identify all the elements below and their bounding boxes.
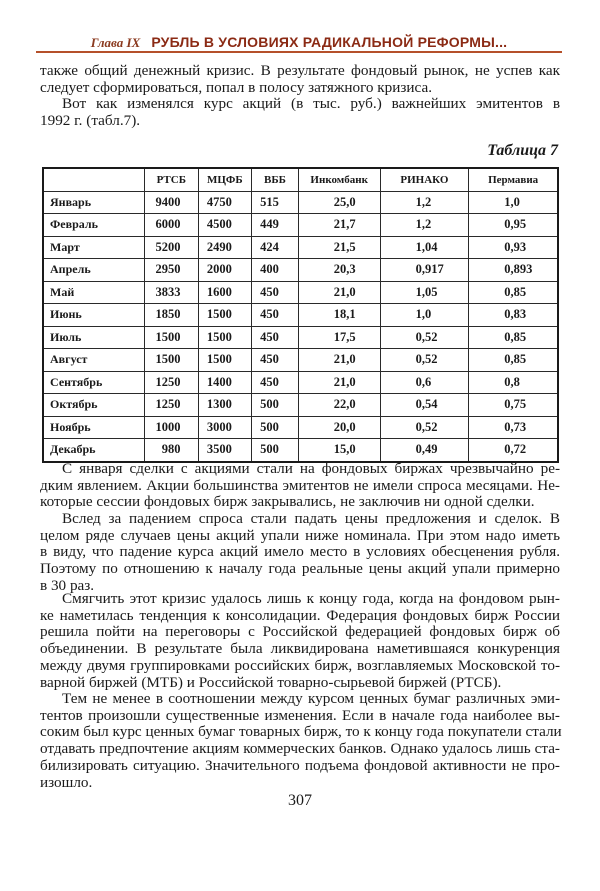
header-rule <box>36 51 562 53</box>
value-cell: 22,0 <box>298 394 380 417</box>
value-cell: 0,93 <box>469 236 558 259</box>
text-line: Вот как изменялся курс акций (в тыс. руб.) важнейших эмитентов в <box>62 95 560 113</box>
value-cell: 3000 <box>198 416 252 439</box>
table-header-row <box>43 168 558 191</box>
paragraph-2 <box>40 511 560 595</box>
text-line: также общий денежный кризис. В результате фондовый рынок, не успев как <box>40 62 560 79</box>
value-cell: 450 <box>252 371 299 394</box>
value-cell: 0,75 <box>469 394 558 417</box>
value-cell: 0,49 <box>380 439 469 462</box>
table-row <box>43 394 558 417</box>
chapter-label: Глава IX <box>90 35 141 50</box>
value-cell: 450 <box>252 281 299 304</box>
table-row <box>43 326 558 349</box>
month-cell: Декабрь <box>43 439 145 462</box>
table-row <box>43 259 558 282</box>
table-row <box>43 191 558 214</box>
value-cell: 0,95 <box>469 214 558 237</box>
table-row <box>43 214 558 237</box>
column-header: РТСБ <box>145 168 199 191</box>
value-cell: 21,7 <box>298 214 380 237</box>
text-line: билизировать ситуацию. Значительного подъема фондовой активности не про- <box>40 756 560 774</box>
table-caption: Таблица 7 <box>487 142 558 159</box>
text-line: Вслед за падением спроса стали падать цены предложения и сделок. В <box>62 510 560 527</box>
table-row <box>43 304 558 327</box>
value-cell: 18,1 <box>298 304 380 327</box>
value-cell: 0,83 <box>469 304 558 327</box>
running-header <box>36 32 562 52</box>
value-cell: 500 <box>252 394 299 417</box>
value-cell: 21,0 <box>298 281 380 304</box>
month-cell: Январь <box>43 191 145 214</box>
value-cell: 3833 <box>145 281 199 304</box>
value-cell: 0,54 <box>380 394 469 417</box>
text-line: варной биржей (МТБ) и Российской товарно-сырьевой биржей (РТСБ). <box>40 673 502 691</box>
value-cell: 0,52 <box>380 416 469 439</box>
value-cell: 1250 <box>145 394 199 417</box>
value-cell: 20,0 <box>298 416 380 439</box>
value-cell: 21,0 <box>298 371 380 394</box>
month-cell: Март <box>43 236 145 259</box>
value-cell: 1250 <box>145 371 199 394</box>
month-cell: Июнь <box>43 304 145 327</box>
value-cell: 0,85 <box>469 326 558 349</box>
value-cell: 21,5 <box>298 236 380 259</box>
value-cell: 1,04 <box>380 236 469 259</box>
value-cell: 1400 <box>198 371 252 394</box>
value-cell: 0,85 <box>469 281 558 304</box>
value-cell: 1500 <box>198 326 252 349</box>
value-cell: 20,3 <box>298 259 380 282</box>
value-cell: 21,0 <box>298 349 380 372</box>
page-number: 307 <box>288 792 312 809</box>
text-line: в 30 раз. <box>40 576 95 594</box>
column-header: РИНАКО <box>380 168 469 191</box>
paragraph-4 <box>40 691 560 791</box>
value-cell: 500 <box>252 439 299 462</box>
value-cell: 0,8 <box>469 371 558 394</box>
text-line: отдавать предпочтение акциям коммерческих банков. Однако удалось лишь ста- <box>40 740 560 758</box>
month-cell: Февраль <box>43 214 145 237</box>
value-cell: 4750 <box>198 191 252 214</box>
value-cell: 0,52 <box>380 326 469 349</box>
value-cell: 0,917 <box>380 259 469 282</box>
text-line: 1992 г. (табл.7). <box>40 112 141 130</box>
text-line: решила пойти на переговоры с Российской федерацией фондовых бирж об <box>40 623 560 641</box>
value-cell: 450 <box>252 326 299 349</box>
column-header <box>43 168 145 191</box>
column-header: ВББ <box>252 168 299 191</box>
value-cell: 449 <box>252 214 299 237</box>
column-header: Пермавиа <box>469 168 558 191</box>
table-row <box>43 349 558 372</box>
value-cell: 1000 <box>145 416 199 439</box>
value-cell: 1500 <box>145 326 199 349</box>
value-cell: 980 <box>145 439 199 462</box>
month-cell: Октябрь <box>43 394 145 417</box>
text-line: Смягчить этот кризис удалось лишь к концу года, когда на фондовом рын- <box>62 590 560 607</box>
month-cell: Сентябрь <box>43 371 145 394</box>
value-cell: 4500 <box>198 214 252 237</box>
text-line: дким явлением. Акции большинства эмитентов не имели спроса месяцами. Не- <box>40 476 560 494</box>
month-cell: Май <box>43 281 145 304</box>
text-line: в виду, что падение курса акций имело место в условиях обесценения рубля. <box>40 543 560 561</box>
month-cell: Апрель <box>43 259 145 282</box>
value-cell: 1,0 <box>380 304 469 327</box>
table-row <box>43 236 558 259</box>
value-cell: 0,6 <box>380 371 469 394</box>
value-cell: 2490 <box>198 236 252 259</box>
stock-price-table <box>42 167 559 463</box>
value-cell: 450 <box>252 304 299 327</box>
table-row <box>43 439 558 462</box>
value-cell: 424 <box>252 236 299 259</box>
text-line: целом ряде случаев цены акций упали ниже номинала. При этом надо иметь <box>40 526 560 544</box>
value-cell: 0,893 <box>469 259 558 282</box>
value-cell: 1,0 <box>469 191 558 214</box>
text-line: следует сформироваться, попал в полосу затяжного кризиса. <box>40 78 432 96</box>
value-cell: 9400 <box>145 191 199 214</box>
value-cell: 0,52 <box>380 349 469 372</box>
value-cell: 3500 <box>198 439 252 462</box>
value-cell: 1,2 <box>380 214 469 237</box>
value-cell: 1,05 <box>380 281 469 304</box>
text-line: С января сделки с акциями стали на фондовых биржах чрезвычайно ре- <box>62 460 560 477</box>
value-cell: 5200 <box>145 236 199 259</box>
table-row <box>43 281 558 304</box>
table-row <box>43 416 558 439</box>
text-line: Тем не менее в соотношении между курсом ценных бумаг различных эми- <box>62 690 560 707</box>
month-cell: Июль <box>43 326 145 349</box>
value-cell: 1850 <box>145 304 199 327</box>
chapter-title: РУБЛЬ В УСЛОВИЯХ РАДИКАЛЬНОЙ РЕФОРМЫ... <box>151 34 508 50</box>
value-cell: 0,85 <box>469 349 558 372</box>
text-line: соким был курс ценных бумаг товарных бирж, то к концу года покупатели стали <box>40 723 562 741</box>
value-cell: 1300 <box>198 394 252 417</box>
value-cell: 0,73 <box>469 416 558 439</box>
text-line: которые сессии фондовых бирж закрывались, не заключив ни одной сделки. <box>40 493 535 511</box>
text-line: ке наметилась тенденция к консолидации. Федерация фондовых бирж России <box>40 606 560 624</box>
value-cell: 17,5 <box>298 326 380 349</box>
intro-paragraph <box>40 63 560 130</box>
value-cell: 0,72 <box>469 439 558 462</box>
value-cell: 2950 <box>145 259 199 282</box>
value-cell: 450 <box>252 349 299 372</box>
text-line: между двумя группировками российских бирж, возглавляемых Московской то- <box>40 656 560 674</box>
text-line: тентов произошли существенные изменения. Если в начале года наиболее вы- <box>40 706 560 724</box>
value-cell: 15,0 <box>298 439 380 462</box>
text-line: Поэтому по отношению к началу года реальные цены акций упали примерно <box>40 560 560 578</box>
value-cell: 1500 <box>198 304 252 327</box>
value-cell: 515 <box>252 191 299 214</box>
paragraph-3 <box>40 591 560 691</box>
value-cell: 1600 <box>198 281 252 304</box>
value-cell: 6000 <box>145 214 199 237</box>
month-cell: Ноябрь <box>43 416 145 439</box>
value-cell: 500 <box>252 416 299 439</box>
column-header: МЦФБ <box>198 168 252 191</box>
month-cell: Август <box>43 349 145 372</box>
value-cell: 25,0 <box>298 191 380 214</box>
value-cell: 1500 <box>145 349 199 372</box>
text-line: изошло. <box>40 773 93 791</box>
paragraph-1 <box>40 461 560 511</box>
value-cell: 2000 <box>198 259 252 282</box>
table-row <box>43 371 558 394</box>
value-cell: 1500 <box>198 349 252 372</box>
text-line: объединении. В результате была ликвидирована наметившаяся конкуренция <box>40 640 560 658</box>
value-cell: 1,2 <box>380 191 469 214</box>
column-header: Инкомбанк <box>298 168 380 191</box>
value-cell: 400 <box>252 259 299 282</box>
